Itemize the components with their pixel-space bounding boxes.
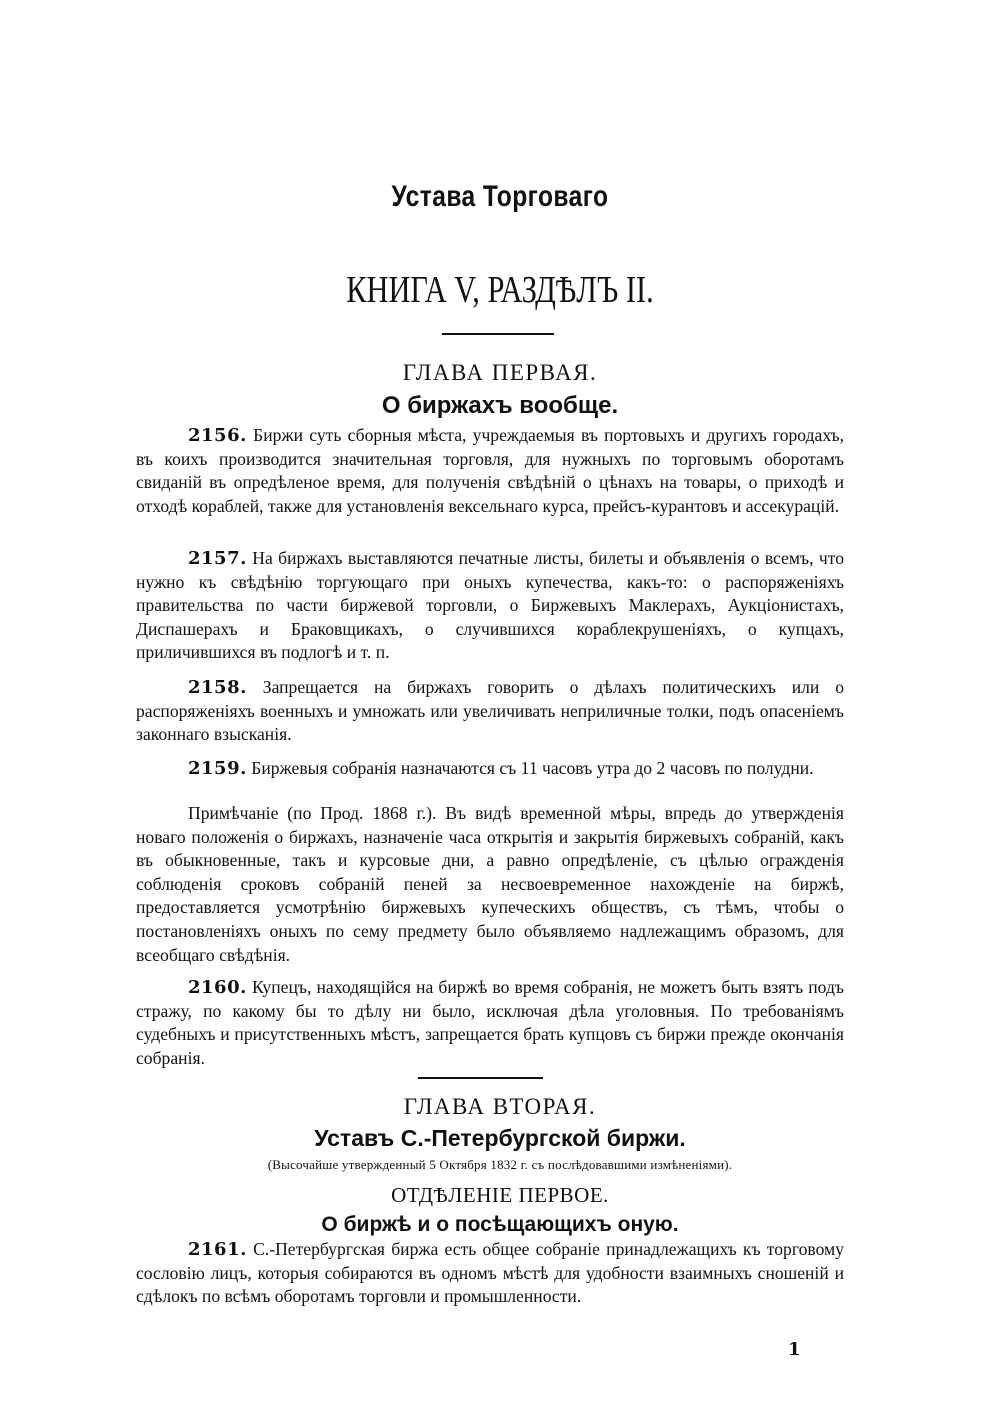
page-number: 1 (788, 1339, 801, 1360)
chapter1-subheading: О биржахъ вообще. (381, 392, 619, 419)
article-2156 (136, 424, 844, 518)
article-number: 2156. (188, 425, 247, 446)
article-2159 (136, 757, 844, 781)
article-2160 (136, 976, 844, 1070)
chapter2-approval-note: (Высочайше утвержденный 5 Октября 1832 г. съ послѣдовавшими измѣненіями). (267, 1157, 733, 1172)
article-number: 2160. (188, 977, 247, 998)
article-2157 (136, 547, 844, 665)
article-2159-note: Примѣчаніе (по Прод. 1868 г.). Въ видѣ временной мѣры, впредь до утвержденія новаго положенія о биржахъ, назначеніе часа открытія и закрытія биржевыхъ собраній, какъ въ обыкновенные, такъ и курсовые дни, а равно опредѣленіе, съ цѣлью огражденія соблюденія сроковъ собраній пеней за несвоевременное нахожденіе на биржѣ, предоставляется усмотрѣнію биржевыхъ купеческихъ обществъ, съ тѣмъ, чтобы о постановленіяхъ оныхъ по сему предмету было объявляемо надлежащимъ образомъ, для всеобщаго свѣдѣнія. (136, 803, 844, 965)
article-text: Биржи суть сборныя мѣста, учреждаемыя въ портовыхъ и другихъ городахъ, въ коихъ производится значительная торговля, для нужныхъ по торговымъ оборотамъ свиданій въ опредѣленое время, для полученія свѣдѣній о цѣнахъ на товары, о приходѣ и отходѣ кораблей, также для установленія вексельнаго курса, прейсъ-курантовъ и ассекурацій. (136, 425, 844, 516)
article-text: Биржевыя собранія назначаются съ 11 часовъ утра до 2 часовъ по полудни. (251, 758, 814, 778)
article-2158 (136, 676, 844, 747)
book-section-title: КНИГА V, РАЗДѢЛЪ II. (346, 269, 654, 311)
chapter2-heading: ГЛАВА ВТОРАЯ. (403, 1094, 597, 1119)
statute-title: Устава Торговаго (391, 180, 609, 213)
chapter1-heading: ГЛАВА ПЕРВАЯ. (402, 360, 598, 385)
chapter2-subheading: Уставъ С.-Петербургской биржи. (314, 1125, 686, 1151)
article-number: 2159. (188, 758, 247, 779)
chapter-divider (418, 1077, 543, 1079)
article-number: 2158. (188, 677, 247, 698)
title-divider (442, 333, 554, 335)
article-number: 2157. (188, 548, 247, 569)
article-text: Купецъ, находящійся на биржѣ во время собранія, не можетъ быть взятъ подъ стражу, по какому бы то дѣлу ни было, исключая дѣла уголовныя. По требованіямъ судебныхъ и присутственныхъ мѣстъ, запрещается брать купцовъ съ биржи прежде окончанія собранія. (136, 977, 845, 1068)
section1-heading: ОТДѢЛЕНІЕ ПЕРВОЕ. (391, 1183, 609, 1207)
article-text: С.-Петербургская биржа есть общее собраніе принадлежащихъ къ торговому сословію лицъ, которыя собираются въ одномъ мѣстѣ для удобности взаимныхъ сношеній и сдѣлокъ по всѣмъ оборотамъ торговли и промышленности. (136, 1239, 844, 1307)
section1-subheading: О биржѣ и о посѣщающихъ оную. (321, 1213, 679, 1236)
article-text: На биржахъ выставляются печатные листы, билеты и объявленія о всемъ, что нужно къ свѣдѣнію торгующаго при оныхъ купечества, какъ-то: о распоряженіяхъ правительства по части биржевой торговли, о Биржевыхъ Маклерахъ, Аукціонистахъ, Диспашерахъ и Браковщикахъ, о случившихся кораблекрушеніяхъ, о купцахъ, приличившихся въ подлогѣ и т. п. (136, 548, 844, 663)
article-text: Запрещается на биржахъ говорить о дѣлахъ политическихъ или о распоряженіяхъ военныхъ и умножать или увеличивать неприличные толки, подъ опасеніемъ законнаго взысканія. (136, 677, 844, 745)
article-2161 (136, 1238, 844, 1309)
article-number: 2161. (188, 1239, 247, 1260)
